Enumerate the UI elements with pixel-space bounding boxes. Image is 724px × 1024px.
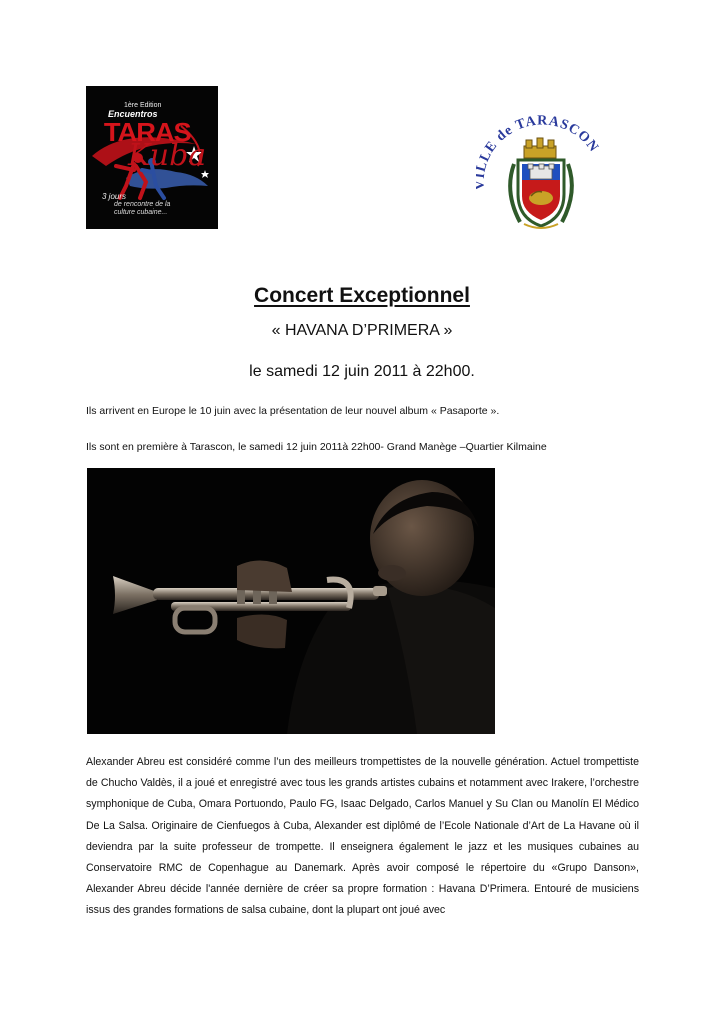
- concert-date: le samedi 12 juin 2011 à 22h00.: [249, 363, 475, 380]
- ville-de-tarascon-logo: [476, 112, 606, 234]
- kuba-wordmark: Kuba: [128, 138, 207, 173]
- rencontre-tagline: [114, 201, 170, 217]
- taras-wordmark: TARAS: [103, 117, 191, 147]
- rencontre-line-1: de rencontre de la: [114, 201, 171, 208]
- tarascon-coat-of-arms: [476, 112, 606, 234]
- page-title-text: Concert Exceptionnel: [254, 284, 470, 307]
- taras-kuba-logo: [86, 86, 218, 229]
- trumpeter-photo: [87, 468, 495, 734]
- jours-label: 3 jours: [102, 192, 127, 201]
- rencontre-line-2: culture cubaine...: [114, 209, 168, 216]
- intro-paragraph-2: Ils sont en première à Tarascon, le samedi 12 juin 2011à 22h00- Grand Manège –Quartier Kilmaine: [86, 441, 547, 453]
- trumpeter-illustration: [87, 468, 495, 734]
- edition-label: 1ère Edition: [124, 102, 162, 109]
- encuentros-label: Encuentros: [108, 109, 158, 119]
- concert-subtitle: « HAVANA D’PRIMERA »: [271, 322, 453, 339]
- page-title: [0, 284, 724, 308]
- intro-paragraph-1: Ils arrivent en Europe le 10 juin avec la présentation de leur nouvel album « Pasaporte ».: [86, 405, 500, 417]
- ville-arc-text: LE de TARASCON: [477, 113, 602, 165]
- artist-biography: Alexander Abreu est considéré comme l’un des meilleurs trompettistes de la nouvelle génération. Actuel trompettiste de Chucho Valdès, il a joué et enregistré avec tous les grands artistes cubains et notamment avec Irakere, l’orchestre symphonique de Cuba, Omara Portuondo, Paulo FG, Isaac Delgado, Carlos Manuel y Su Clan ou Manolín El Médico De La Salsa. Originaire de Cienfuegos à Cuba, Alexander est diplômé de l’Ecole Nationale d’Art de La Havane où il deviendra par la suite professeur de trompette. Il enseignera également le jazz et les musiques cubaines au Conservatoire RMC de Copenhague au Danemark. Après avoir composé le répertoire du «Grupo Danson», Alexander Abreu décide l'année dernière de créer sa propre formation : Havana D’Primera. Entouré de musiciens issus des grandes formations de salsa cubaine, dont la plupart ont joué avec: [86, 756, 639, 917]
